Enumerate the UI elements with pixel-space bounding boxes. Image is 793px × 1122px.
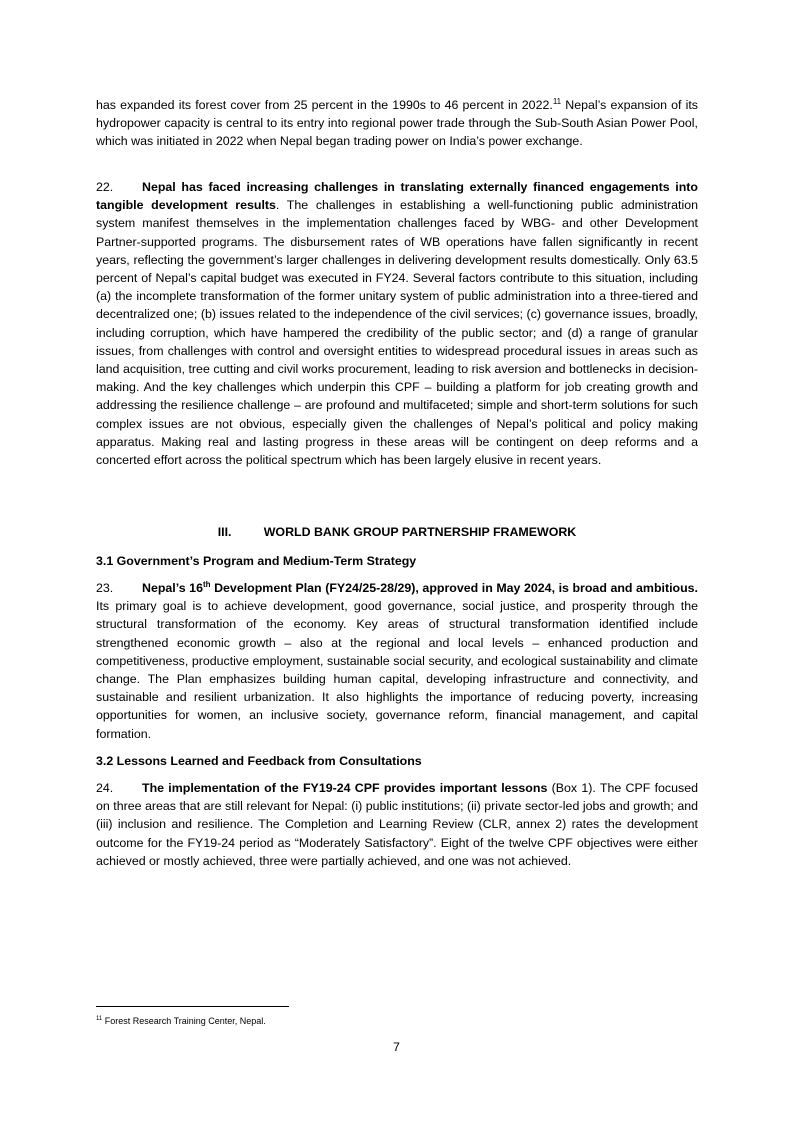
footnote	[96, 1015, 266, 1027]
subheading-3-1: 3.1 Government’s Program and Medium-Term Strategy	[96, 554, 417, 568]
paragraph-lead-part-2: Development Plan (FY24/25-28/29), approved in May 2024, is broad and ambitious.	[210, 581, 699, 595]
paragraph-number: 24.	[96, 781, 114, 795]
section-heading	[96, 523, 698, 541]
section-title: WORLD BANK GROUP PARTNERSHIP FRAMEWORK	[263, 525, 577, 539]
subheading-3-2: 3.2 Lessons Learned and Feedback from Consultations	[96, 754, 422, 768]
paragraph-24	[96, 779, 698, 870]
paragraph-number: 23.	[96, 581, 114, 595]
paragraph-number: 22.	[96, 180, 114, 194]
paragraph-body: Its primary goal is to achieve development, good governance, social justice, and prosperity through the structural transformation of the economy. Key areas of structural transformation identified include strengthened economic growth – also at the regional and local levels – enhanced production and competitiveness, productive employment, sustainable social security, and ecological sustainability and climate change. The Plan emphasizes building human capital, developing infrastructure and connectivity, and sustainable and resilient urbanization. It also highlights the importance of reducing poverty, increasing opportunities for women, an inclusive society, governance reform, financial management, and capital formation.	[96, 599, 698, 741]
page-number: 7	[393, 1040, 400, 1054]
intro-text-part-1: has expanded its forest cover from 25 percent in the 1990s to 46 percent in 2022.	[96, 98, 553, 112]
ordinal-suffix: th	[202, 579, 211, 589]
footnote-marker: 11	[96, 1016, 103, 1022]
paragraph-lead: The implementation of the FY19-24 CPF provides important lessons	[142, 781, 548, 795]
paragraph-body: (Box 1). The CPF focused on three areas that are still relevant for Nepal: (i) public institutions; (ii) private sector-led jobs and growth; and (iii) inclusion and resilience. The Completion and Learning Review (CLR, annex 2) rates the development outcome for the FY19-24 period as “Moderately Satisfactory”. Eight of the twelve CPF objectives were either achieved or mostly achieved, three were partially achieved, and one was not achieved.	[96, 781, 698, 868]
footnote-text: Forest Research Training Center, Nepal.	[102, 1016, 266, 1026]
paragraph-lead	[142, 581, 698, 595]
paragraph-body: . The challenges in establishing a well-functioning public administration system manifest themselves in the implementation challenges faced by WBG- and other Development Partner-supported programs. The disbursement rates of WB operations have fallen significantly in recent years, reflecting the government’s larger challenges in delivering development results domestically. Only 63.5 percent of Nepal’s capital budget was executed in FY24. Several factors contribute to this situation, including (a) the incomplete transformation of the former unitary system of public administration into a three-tiered and decentralized one; (b) issues related to the independence of the civil services; (c) governance issues, broadly, including corruption, which have hampered the credibility of the public sector; and (d) a range of granular issues, from challenges with control and oversight entities to widespread procedural issues in areas such as land acquisition, tree cutting and civil works procurement, leading to risk aversion and bottlenecks in decision-making. And the key challenges which underpin this CPF – building a platform for job creating growth and addressing the resilience challenge – are profound and multifaceted; simple and short-term solutions for such complex issues are not obvious, especially given the challenges of Nepal’s political and policy making apparatus. Making real and lasting progress in these areas will be contingent on deep reforms and a concerted effort across the political spectrum which has been largely elusive in recent years.	[96, 198, 698, 468]
footnote-separator	[96, 1006, 289, 1007]
paragraph-22	[96, 178, 698, 469]
intro-paragraph	[96, 96, 698, 151]
section-numeral: III.	[217, 525, 232, 539]
paragraph-lead-part-1: Nepal’s 16	[142, 581, 203, 595]
paragraph-23	[96, 579, 698, 743]
intro-text-part-2: Nepal’s expansion of its hydropower capacity is central to its entry into regional power trade through the Sub-South Asian Power Pool, which was initiated in 2022 when Nepal began trading power on India’s power exchange.	[96, 98, 698, 149]
paragraph-lead: Nepal has faced increasing challenges in translating externally financed engagements into tangible development results	[96, 180, 698, 213]
footnote-reference[interactable]: 11	[552, 96, 562, 106]
